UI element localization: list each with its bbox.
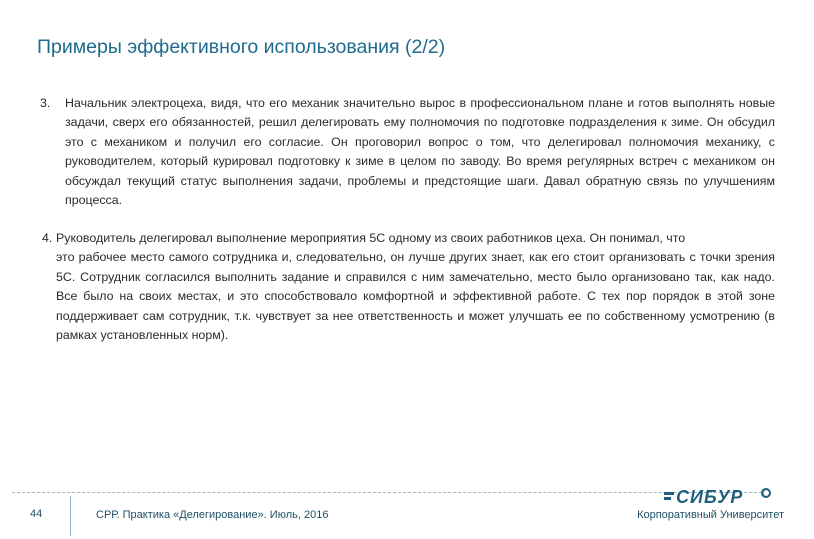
list-item-text: Начальник электроцеха, видя, что его механик значительно вырос в профессиональном плане и готов выполнять новые задачи, сверх его обязанностей, решил делегировать ему полномочия по подготовке подразделения к зиме. Он обсудил это с механиком и получил его согласие. Он проговорил вопрос о том, что делегировал полномочия механику, с руководителем, который курировал подготовку к зиме в целом по заводу. Во время регулярных встреч с механиком он обсуждал текущий статус выполнения задачи, проблемы и предстоящие шаги. Давал обратную связь по улучшениям процесса. xyxy=(65,96,775,208)
logo-text: СИБУР xyxy=(676,487,744,506)
list-item-number: 4. xyxy=(42,231,53,245)
footer-rule xyxy=(12,492,767,493)
footer-divider xyxy=(70,496,71,536)
list-item-number: 3. xyxy=(40,96,51,110)
page-number: 44 xyxy=(30,508,43,520)
slide-title: Примеры эффективного использования (2/2) xyxy=(37,36,446,58)
list-item-first-line: Руководитель делегировал выполнение мероприятия 5С одному из своих работников цеха. Он понимал, что xyxy=(56,231,686,245)
footer-caption: СРР. Практика «Делегирование». Июль, 2016 xyxy=(96,509,329,521)
list-item-text: это рабочее место самого сотрудника и, следовательно, он лучше других знает, как его стоит организовать с точки зрения 5С. Сотрудник согласился выполнить задание и справился с ним замечательно, место было организовано так, как надо. Все было на своих местах, и это способствовало комфортной и эффективной работе. С тех пор порядок в этой зоне поддерживает сам сотрудник, т.к. чувствует за нее ответственность и может улучшать ее по собственному усмотрению (в рамках установленных норм). xyxy=(56,250,775,343)
footer-university: Корпоративный Университет xyxy=(637,509,784,521)
sibur-logo xyxy=(664,486,774,506)
list-item-4 xyxy=(40,229,775,345)
list-item-3 xyxy=(40,94,775,210)
list-item-text-block xyxy=(56,229,775,345)
